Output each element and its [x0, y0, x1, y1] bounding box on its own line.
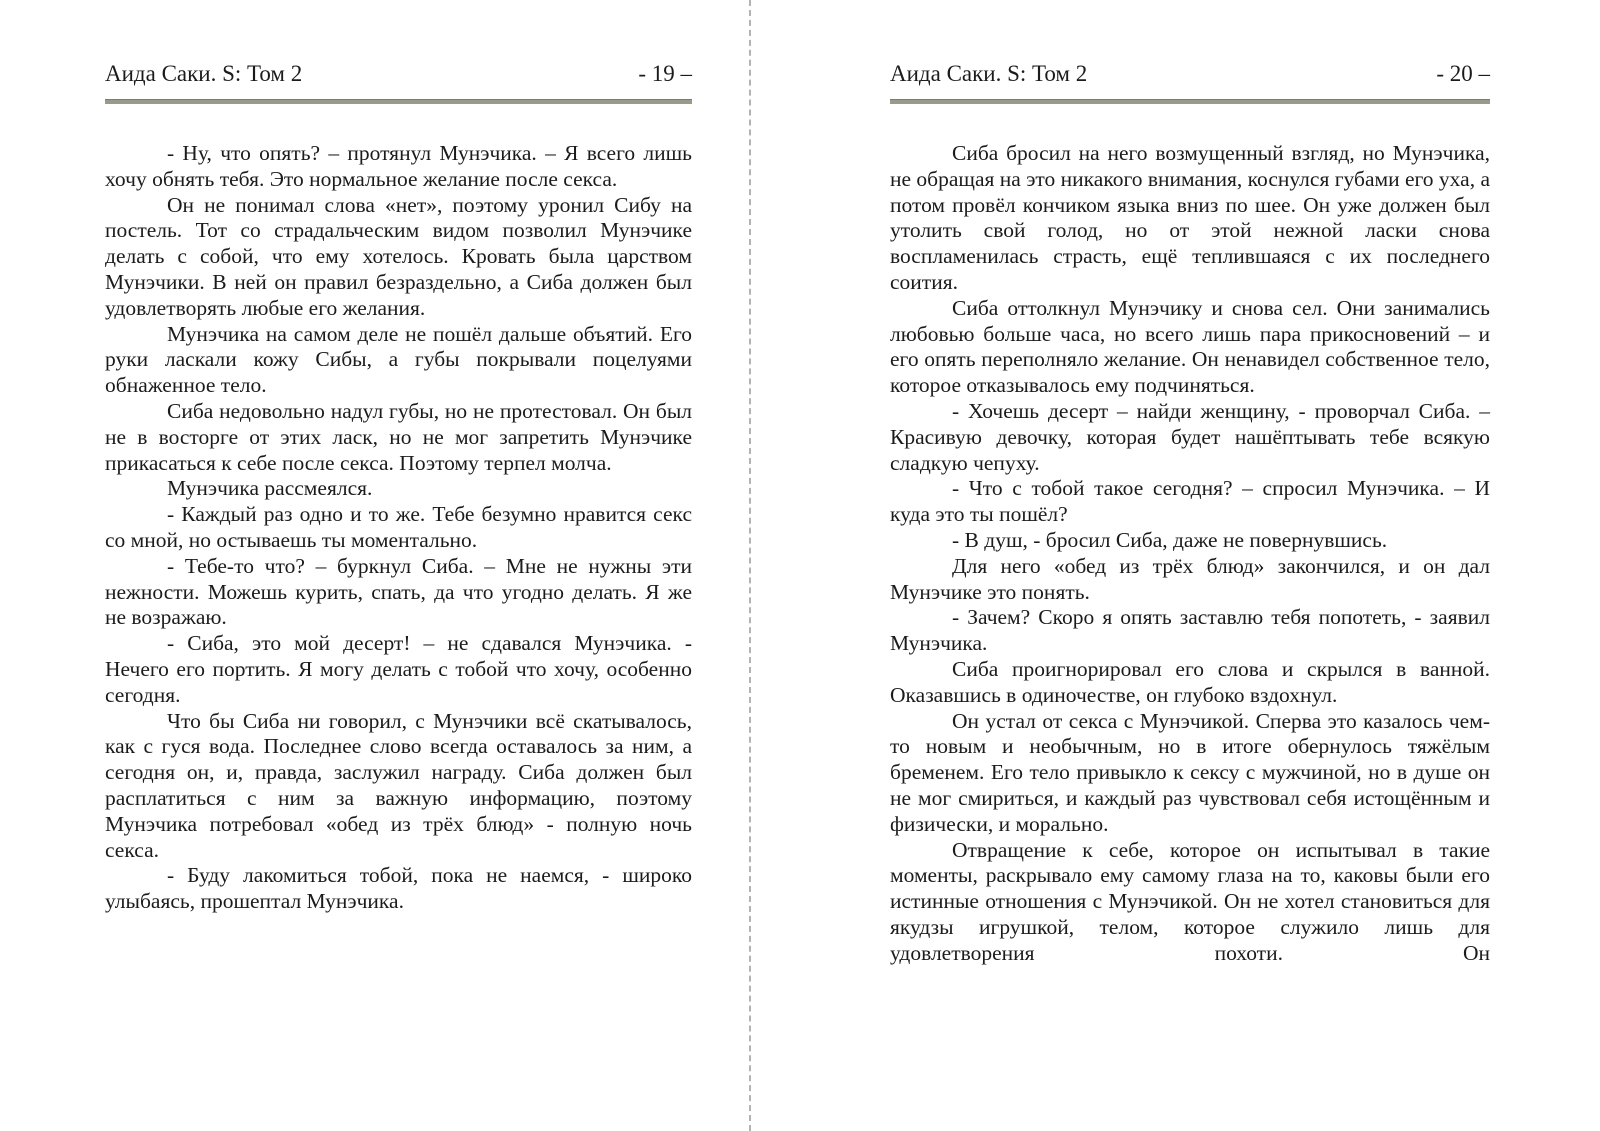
header-rule	[890, 99, 1490, 104]
paragraph: Сиба оттолкнул Мунэчику и снова сел. Они занимались любовью больше часа, но всего лишь пара прикосновений – и его опять переполняло желание. Он ненавидел собственное тело, которое отказывалось ему подчиняться.	[890, 295, 1490, 398]
page-number: - 20 –	[1436, 61, 1490, 86]
paragraph: Отвращение к себе, которое он испытывал в такие моменты, раскрывало ему самому глаза на то, каковы были его истинные отношения с Мунэчикой. Он не хотел становиться для якудзы игрушкой, телом, которое служило лишь для удовлетворения похоти. Он	[890, 837, 1490, 965]
paragraph: - Хочешь десерт – найди женщину, - проворчал Сиба. – Красивую девочку, которая будет нашёптывать тебе всякую сладкую чепуху.	[890, 398, 1490, 475]
paragraph: Что бы Сиба ни говорил, с Мунэчики всё скатывалось, как с гуся вода. Последнее слово всегда оставалось за ним, а сегодня он, и, правда, заслужил награду. Сиба должен был расплатиться с ним за важную информацию, поэтому Мунэчика потребовал «обед из трёх блюд» - полную ночь секса.	[105, 708, 692, 862]
page-header	[890, 62, 1490, 85]
paragraph: - Что с тобой такое сегодня? – спросил Мунэчика. – И куда это ты пошёл?	[890, 476, 1490, 527]
page-number: - 19 –	[638, 61, 692, 86]
paragraph: Для него «обед из трёх блюд» закончился, и он дал Мунэчике это понять.	[890, 553, 1490, 604]
page-header	[105, 62, 692, 85]
paragraph: - Сиба, это мой десерт! – не сдавался Мунэчика. - Нечего его портить. Я могу делать с тобой что хочу, особенно сегодня.	[105, 631, 692, 707]
paragraph: - Буду лакомиться тобой, пока не наемся, - широко улыбаясь, прошептал Мунэчика.	[105, 863, 692, 914]
paragraph: Сиба проигнорировал его слова и скрылся в ванной. Оказавшись в одиночестве, он глубоко вздохнул.	[890, 656, 1490, 707]
paragraph: - Зачем? Скоро я опять заставлю тебя попотеть, - заявил Мунэчика.	[890, 605, 1490, 656]
paragraph: - Тебе-то что? – буркнул Сиба. – Мне не нужны эти нежности. Можешь курить, спать, да что угодно делать. Я же не возражаю.	[105, 553, 692, 630]
paragraph: - Ну, что опять? – протянул Мунэчика. – Я всего лишь хочу обнять тебя. Это нормальное желание после секса.	[105, 141, 692, 191]
running-title: Аида Саки. S: Том 2	[890, 61, 1088, 86]
page-19	[105, 0, 692, 915]
header-rule	[105, 99, 692, 104]
page-body	[890, 141, 1490, 967]
page-body	[105, 141, 692, 915]
paragraph: Сиба недовольно надул губы, но не протестовал. Он был не в восторге от этих ласк, но не мог запретить Мунэчике прикасаться к себе после секса. Поэтому терпел молча.	[105, 398, 692, 475]
page-20	[890, 0, 1490, 967]
paragraph: Он устал от секса с Мунэчикой. Сперва это казалось чем-то новым и необычным, но в итоге обернулось тяжёлым бременем. Его тело привыкло к сексу с мужчиной, но в душе он не мог смириться, и каждый раз чувствовал себя истощённым и физически, и морально.	[890, 708, 1490, 836]
paragraph: Он не понимал слова «нет», поэтому уронил Сибу на постель. Тот со страдальческим видом позволил Мунэчике делать с собой, что ему хотелось. Кровать была царством Мунэчики. В ней он правил безраздельно, а Сиба должен был удовлетворять любые его желания.	[105, 192, 692, 320]
running-title: Аида Саки. S: Том 2	[105, 61, 303, 86]
page-divider	[749, 0, 751, 1131]
paragraph: - Каждый раз одно и то же. Тебе безумно нравится секс со мной, но остываешь ты моментально.	[105, 502, 692, 552]
paragraph: Мунэчика на самом деле не пошёл дальше объятий. Его руки ласкали кожу Сибы, а губы покрывали поцелуями обнаженное тело.	[105, 321, 692, 398]
paragraph: Сиба бросил на него возмущенный взгляд, но Мунэчика, не обращая на это никакого внимания, коснулся губами его уха, а потом провёл кончиком языка вниз по шее. Он уже должен был утолить свой голод, но от этой нежной ласки снова воспламенилась страсть, ещё теплившаяся с их последнего соития.	[890, 141, 1490, 294]
paragraph: - В душ, - бросил Сиба, даже не повернувшись.	[952, 527, 1388, 552]
paragraph: Мунэчика рассмеялся.	[167, 476, 373, 501]
